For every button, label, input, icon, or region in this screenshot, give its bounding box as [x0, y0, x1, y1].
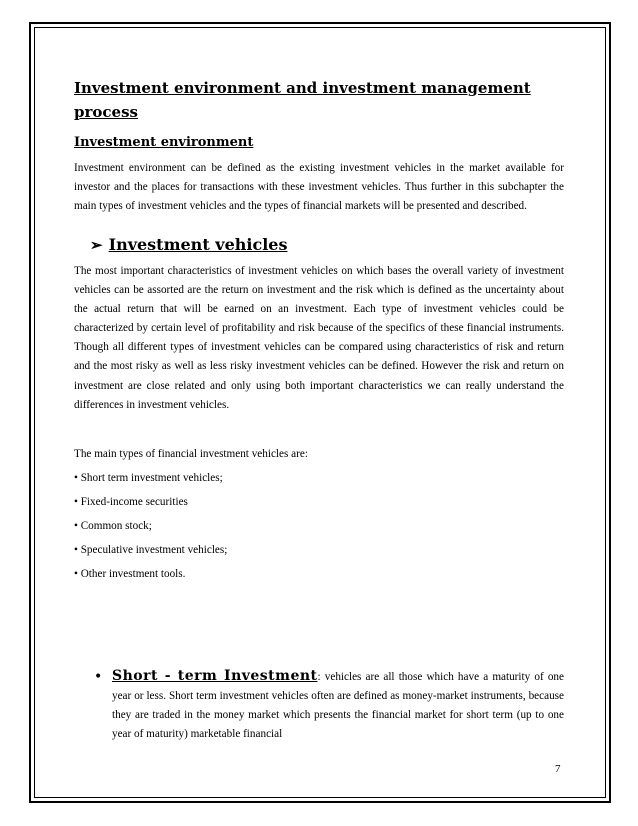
list-item: • Short term investment vehicles; [74, 471, 223, 484]
list-item: • Fixed-income securities [74, 495, 188, 508]
types-list [74, 469, 564, 584]
short-term-item [74, 667, 564, 744]
list-item: • Other investment tools. [74, 567, 186, 580]
vehicles-paragraph: The most important characteristics of investment vehicles on which bases the overall variety of investment vehicles can be assorted are the return on investment and the risk which is defined as the uncertainty about the actual return that will be earned on an investment. Each type of investment vehicles could be characterized by certain level of profitability and risk because of the specifics of these financial instruments. Though all different types of investment vehicles can be compared using characteristics of risk and return and the most risky as well as less risky investment vehicles can be defined. However the risk and return on investment are close related and only using both important characteristics we can really understand the differences in investment vehicles. [74, 265, 564, 411]
bullet-icon: • [94, 669, 103, 685]
arrow-bullet-icon: ➢ [90, 236, 103, 254]
list-item: • Common stock; [74, 519, 152, 532]
short-term-text: : vehicles are all those which have a maturity of one year or less. Short term investment vehicles often are defined as money-market instruments, because they are traded in the money market which presents the financial market for short term (up to one year of maturity) marketable financial [112, 671, 564, 741]
section-heading: Investment environment [74, 135, 254, 150]
vehicles-heading-label: Investment vehicles [108, 235, 288, 254]
page-content [74, 76, 564, 741]
short-term-text-block [112, 667, 564, 744]
page-number: 7 [555, 763, 561, 775]
types-intro: The main types of financial investment vehicles are: [74, 447, 308, 460]
short-term-lead: Short - term Investment [112, 668, 318, 684]
list-item: • Speculative investment vehicles; [74, 543, 228, 556]
vehicles-heading [90, 234, 564, 256]
section-paragraph: Investment environment can be defined as the existing investment vehicles in the market available for investor and the places for transactions with these investment vehicles. Thus further in this subchapter the main types of investment vehicles and the types of financial markets will be presented and described. [74, 162, 564, 212]
page-title: Investment environment and investment management process [74, 79, 531, 121]
